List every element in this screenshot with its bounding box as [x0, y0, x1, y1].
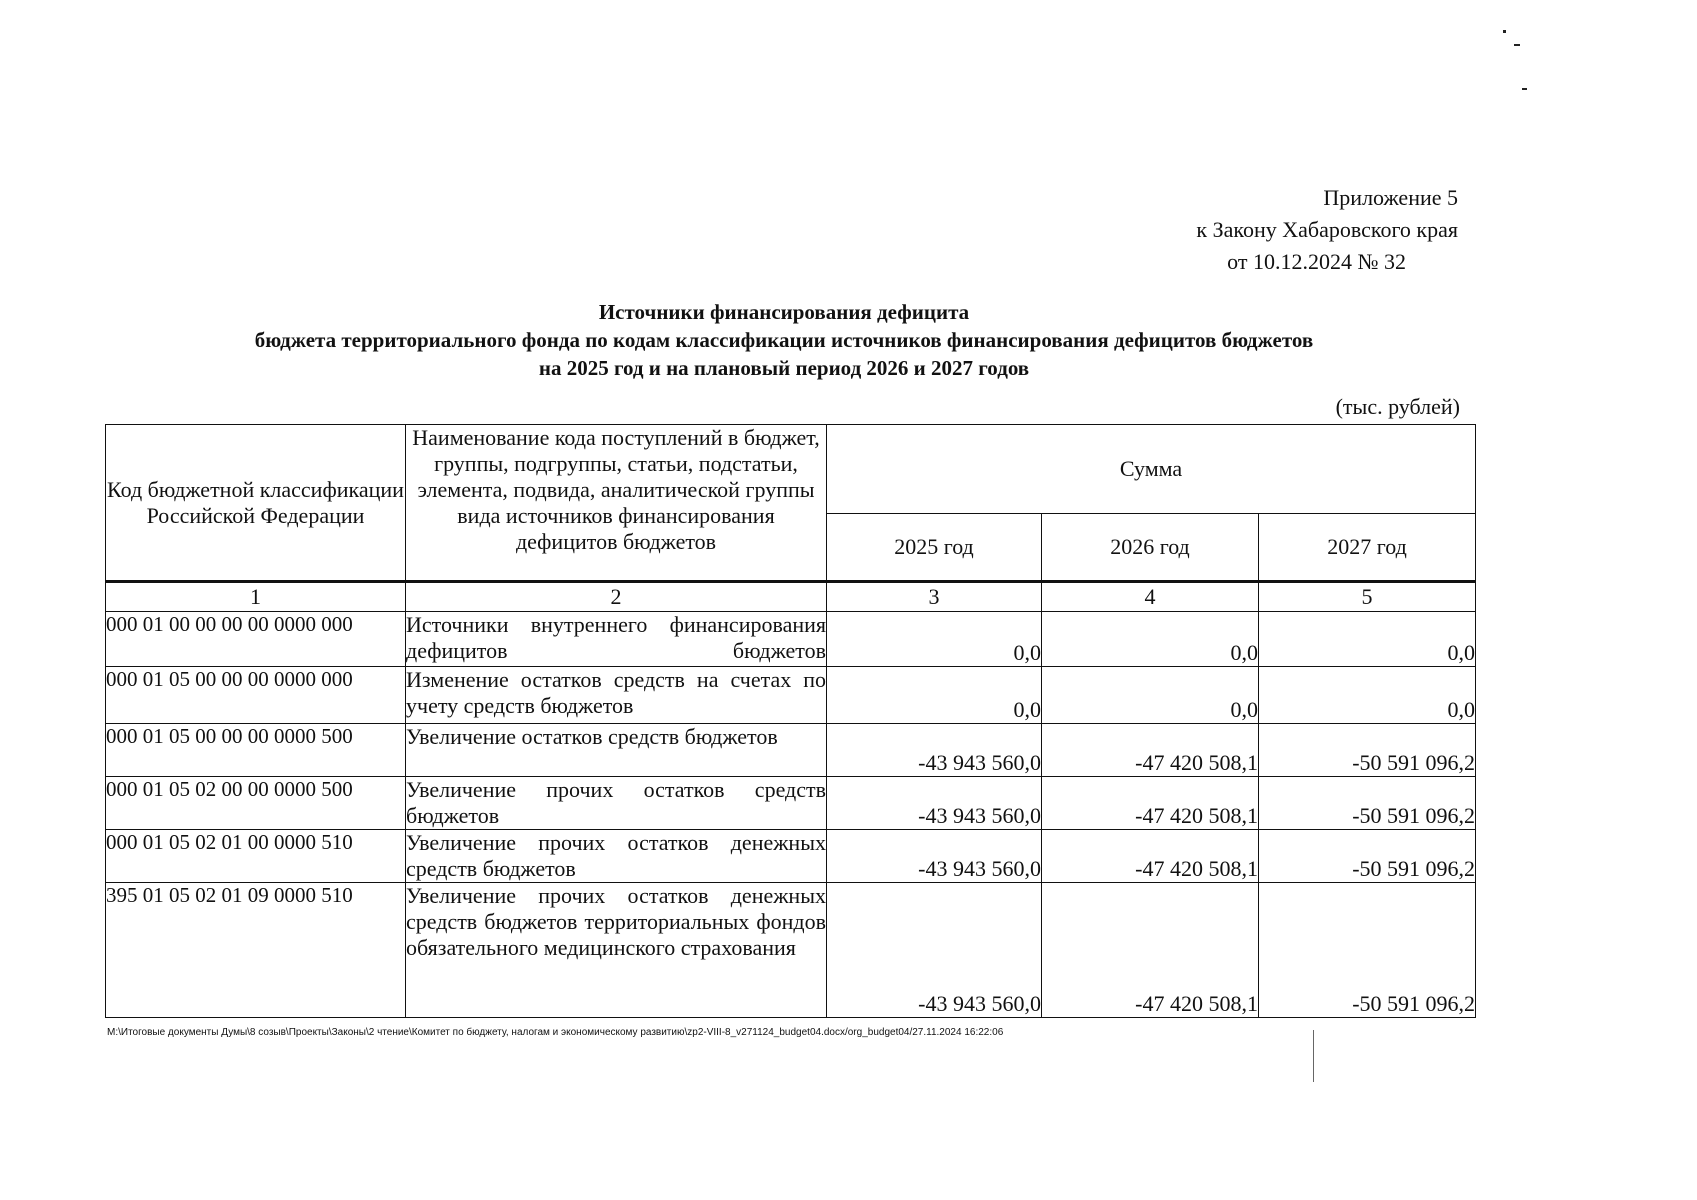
row-code: 000 01 05 02 00 00 0000 500 [106, 777, 406, 830]
row-value-2026: -47 420 508,1 [1042, 883, 1259, 1018]
column-number: 5 [1259, 582, 1476, 612]
document-title [0, 298, 1568, 382]
row-value-2025: -43 943 560,0 [827, 830, 1042, 883]
row-name: Увеличение прочих остатков денежных средств бюджетов [406, 830, 826, 881]
title-line-2: бюджета территориального фонда по кодам классификации источников финансирования дефицитов бюджетов [254, 328, 1314, 352]
header-name: Наименование кода поступлений в бюджет, группы, подгруппы, статьи, подстатьи, элемента, подвида, аналитической группы вида источников финансирования дефицитов бюджетов [406, 425, 827, 582]
file-path-footer: M:\Итоговые документы Думы\8 созыв\Проекты\Законы\2 чтение\Комитет по бюджету, налогам и экономическому развитию\zp2-VIII-8_v271124_budget04.docx/org_budget04/27.11.2024 16:22:06 [107, 1027, 1004, 1038]
appendix-line-1: Приложение 5 [1323, 185, 1458, 210]
header-code: Код бюджетной классификации Российской Федерации [106, 425, 406, 582]
row-value-2026: 0,0 [1042, 667, 1259, 724]
table-header-row [106, 425, 1476, 514]
row-value-2025: -43 943 560,0 [827, 724, 1042, 777]
row-name: Увеличение прочих остатков денежных средств бюджетов территориальных фондов обязательного медицинского страхования [406, 883, 827, 1018]
table-row [106, 667, 1476, 724]
row-value-2025: -43 943 560,0 [827, 883, 1042, 1018]
row-code: 000 01 05 02 01 00 0000 510 [106, 830, 406, 883]
row-value-2027: -50 591 096,2 [1259, 830, 1476, 883]
row-name: Увеличение прочих остатков средств бюджетов [406, 777, 826, 828]
row-name: Увеличение остатков средств бюджетов [406, 724, 827, 777]
row-value-2025: 0,0 [827, 612, 1042, 667]
header-year-2025: 2025 год [827, 514, 1042, 582]
header-sum: Сумма [827, 425, 1476, 514]
appendix-line-3: от 10.12.2024 № 32 [1227, 249, 1406, 274]
scan-line [1313, 1030, 1314, 1082]
column-number: 3 [827, 582, 1042, 612]
row-name: Изменение остатков средств на счетах по учету средств бюджетов [406, 667, 827, 724]
column-number: 2 [406, 582, 827, 612]
title-line-3: на 2025 год и на плановый период 2026 и 2027 годов [538, 356, 1030, 380]
row-value-2027: 0,0 [1259, 612, 1476, 667]
row-value-2027: -50 591 096,2 [1259, 724, 1476, 777]
row-code: 000 01 05 00 00 00 0000 500 [106, 724, 406, 777]
financing-sources-table [105, 424, 1476, 1018]
row-code: 000 01 00 00 00 00 0000 000 [106, 612, 406, 667]
row-value-2027: -50 591 096,2 [1259, 777, 1476, 830]
row-code: 000 01 05 00 00 00 0000 000 [106, 667, 406, 724]
table-row [106, 777, 1476, 830]
header-year-2027: 2027 год [1259, 514, 1476, 582]
table-row [106, 612, 1476, 667]
row-code: 395 01 05 02 01 09 0000 510 [106, 883, 406, 1018]
row-name: Источники внутреннего финансирования дефицитов бюджетов [406, 612, 827, 667]
row-value-2025: -43 943 560,0 [827, 777, 1042, 830]
row-value-2027: -50 591 096,2 [1259, 883, 1476, 1018]
scan-speck [1514, 44, 1520, 46]
table-row [106, 830, 1476, 883]
scan-speck [1522, 88, 1527, 90]
table-row [106, 724, 1476, 777]
column-number: 4 [1042, 582, 1259, 612]
column-number: 1 [106, 582, 406, 612]
row-value-2026: 0,0 [1042, 612, 1259, 667]
table-row [106, 883, 1476, 1018]
title-line-1: Источники финансирования дефицита [598, 300, 970, 324]
units-label: (тыс. рублей) [1335, 394, 1460, 419]
appendix-header [1196, 182, 1458, 278]
row-value-2025: 0,0 [827, 667, 1042, 724]
row-value-2026: -47 420 508,1 [1042, 777, 1259, 830]
row-value-2026: -47 420 508,1 [1042, 724, 1259, 777]
row-value-2027: 0,0 [1259, 667, 1476, 724]
row-value-2026: -47 420 508,1 [1042, 830, 1259, 883]
header-year-2026: 2026 год [1042, 514, 1259, 582]
column-number-row [106, 582, 1476, 612]
appendix-line-2: к Закону Хабаровского края [1196, 217, 1458, 242]
scan-speck [1503, 30, 1506, 33]
